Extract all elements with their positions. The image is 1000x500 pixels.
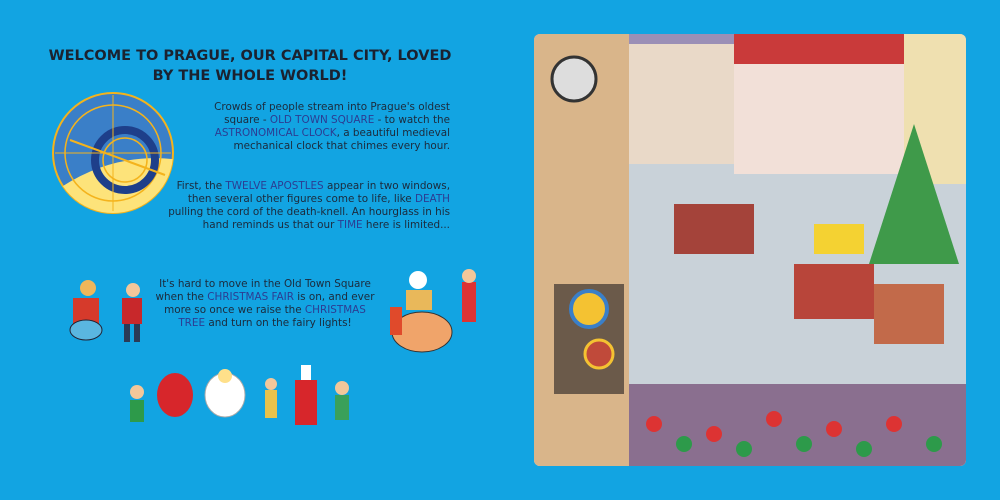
text: and turn on the fairy lights! [205, 317, 352, 329]
paragraph-apostles [160, 180, 450, 232]
highlight-astronomical-clock: ASTRONOMICAL CLOCK [214, 127, 337, 139]
text: appear in two windows, then several other figures come to life, like [187, 180, 450, 205]
drummer-figures-illustration [48, 270, 158, 350]
text: , a beautiful medieval mechanical clock that chimes every hour. [233, 127, 450, 152]
text: pulling the cord of the death-knell. An hourglass in his hand reminds us that our [168, 206, 450, 231]
highlight-christmas-tree: CHRISTMAS TREE [178, 304, 366, 329]
text: It's hard to move in the Old Town Square when the [155, 278, 371, 303]
chef-figures-illustration [386, 262, 486, 362]
highlight-death: DEATH [414, 193, 450, 205]
text: here is limited... [362, 219, 450, 231]
costumed-figures-illustration [125, 360, 365, 445]
highlight-old-town-square: OLD TOWN SQUARE [269, 114, 375, 126]
paragraph-christmas [150, 278, 380, 330]
christmas-fair-scene [534, 34, 966, 466]
highlight-time: TIME [337, 219, 363, 231]
astronomical-clock-illustration [50, 90, 180, 220]
text: - to watch the [374, 114, 450, 126]
highlight-christmas-fair: CHRISTMAS FAIR [207, 291, 294, 303]
page-title: WELCOME TO PRAGUE, OUR CAPITAL CITY, LOVED BY THE WHOLE WORLD! [48, 48, 452, 84]
text: First, the [176, 180, 226, 192]
paragraph-clock [190, 101, 450, 153]
old-town-square-illustration [534, 34, 966, 466]
highlight-twelve-apostles: TWELVE APOSTLES [225, 180, 324, 192]
text: is on, and ever more so once we raise the [164, 291, 375, 316]
text: Crowds of people stream into Prague's oldest square - [214, 101, 450, 126]
